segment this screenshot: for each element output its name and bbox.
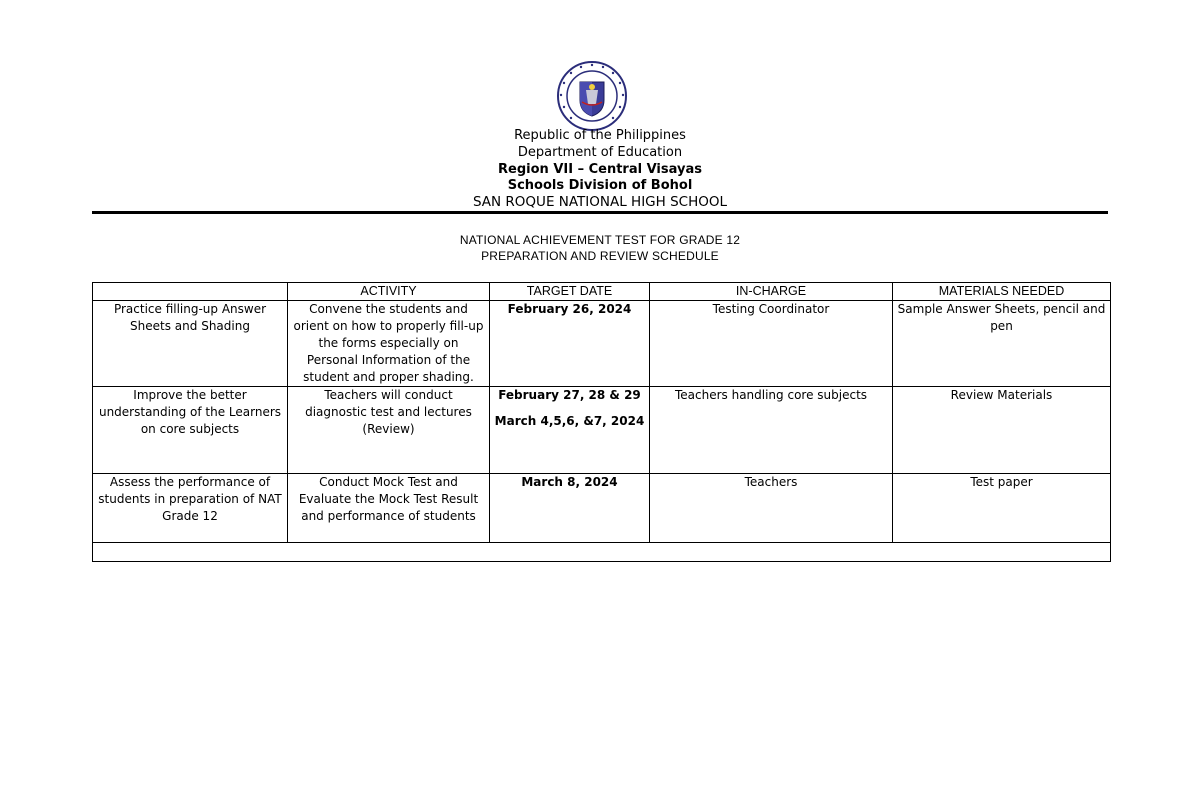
column-header-objective — [93, 283, 288, 301]
column-header-materials: MATERIALS NEEDED — [893, 283, 1111, 301]
cell-activity: Teachers will conduct diagnostic test and lectures (Review) — [288, 387, 490, 474]
header-divider — [92, 211, 1108, 214]
cell-objective: Practice filling-up Answer Sheets and Shading — [93, 301, 288, 387]
column-header-in-charge: IN-CHARGE — [650, 283, 893, 301]
header-division: Schools Division of Bohol — [507, 178, 693, 193]
header-school: SAN ROQUE NATIONAL HIGH SCHOOL — [472, 194, 728, 210]
header-country: Republic of the Philippines — [514, 128, 686, 143]
table-header-row — [93, 283, 1111, 301]
document-subtitle: PREPARATION AND REVIEW SCHEDULE — [481, 249, 719, 263]
column-header-activity: ACTIVITY — [288, 283, 490, 301]
table-row — [93, 474, 1111, 543]
cell-materials: Review Materials — [893, 387, 1111, 474]
deped-seal-logo — [556, 60, 628, 132]
cell-objective: Improve the better understanding of the Learners on core subjects — [93, 387, 288, 474]
target-date-line-1: February 27, 28 & 29 — [498, 388, 641, 402]
schedule-table — [92, 282, 1111, 562]
cell-target-date — [490, 387, 650, 474]
cell-in-charge: Teachers handling core subjects — [650, 387, 893, 474]
cell-materials: Test paper — [893, 474, 1111, 543]
empty-cell — [93, 543, 1111, 562]
column-header-target-date: TARGET DATE — [490, 283, 650, 301]
cell-target-date: February 26, 2024 — [490, 301, 650, 387]
cell-activity: Convene the students and orient on how to properly fill-up the forms especially on Personal Information of the student and proper shading. — [288, 301, 490, 387]
document-title: NATIONAL ACHIEVEMENT TEST FOR GRADE 12 — [459, 233, 741, 247]
table-row-empty — [93, 543, 1111, 562]
cell-in-charge: Teachers — [650, 474, 893, 543]
cell-materials: Sample Answer Sheets, pencil and pen — [893, 301, 1111, 387]
date-spacer — [494, 404, 645, 413]
table-row — [93, 301, 1111, 387]
target-date-line-2: March 4,5,6, &7, 2024 — [494, 414, 645, 428]
header-region: Region VII – Central Visayas — [498, 162, 702, 177]
cell-target-date: March 8, 2024 — [490, 474, 650, 543]
header-department: Department of Education — [517, 145, 683, 160]
cell-in-charge: Testing Coordinator — [650, 301, 893, 387]
table-row — [93, 387, 1111, 474]
cell-objective: Assess the performance of students in preparation of NAT Grade 12 — [93, 474, 288, 543]
cell-activity: Conduct Mock Test and Evaluate the Mock Test Result and performance of students — [288, 474, 490, 543]
